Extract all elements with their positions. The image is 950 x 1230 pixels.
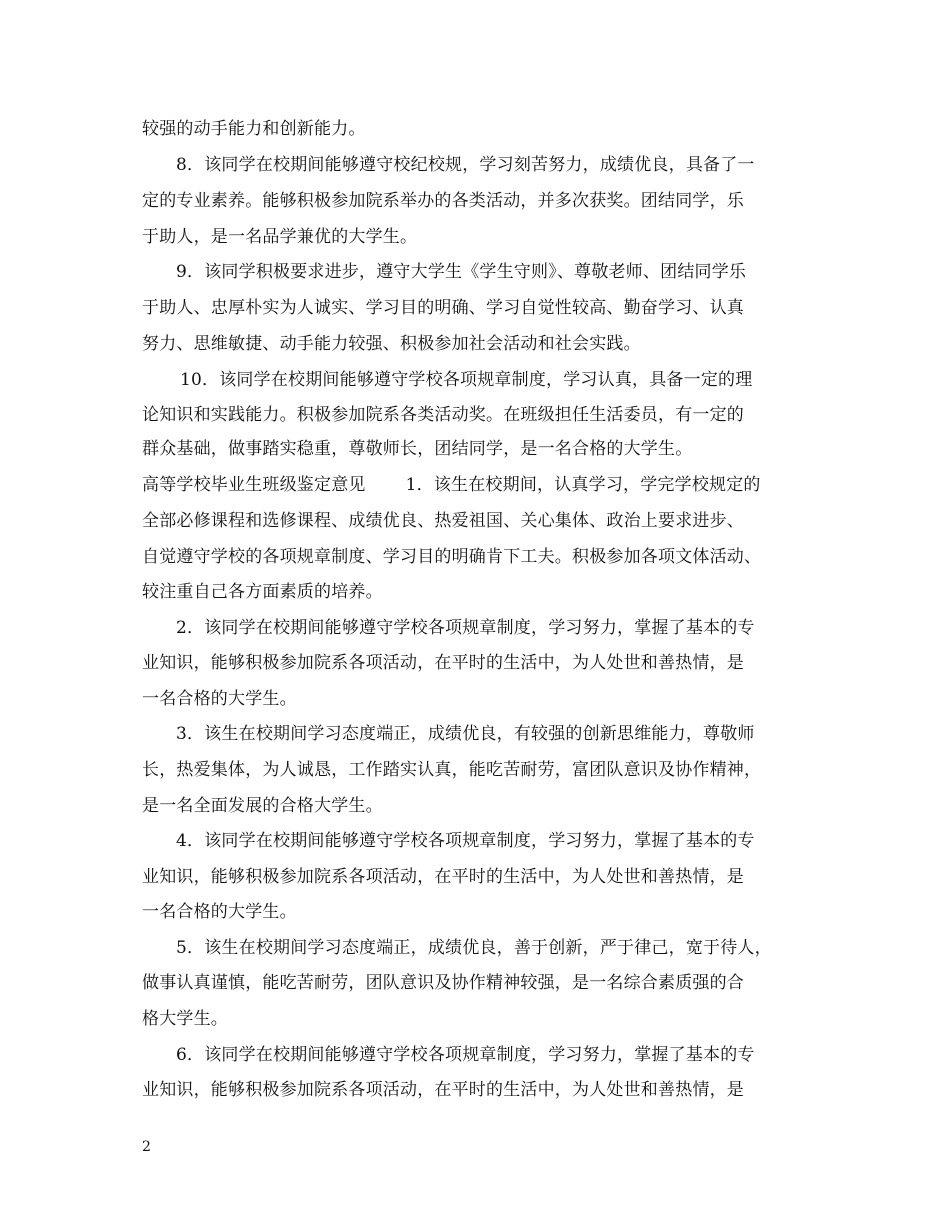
text-line: 9．该同学积极要求进步，遵守大学生《学生守则》、尊敬老师、团结同学乐 xyxy=(176,262,747,282)
text-line: 业知识，能够积极参加院系各项活动，在平时的生活中，为人处世和善热情，是 xyxy=(142,653,744,673)
text-line: 较强的动手能力和创新能力。 xyxy=(142,119,366,139)
text-line: 努力、思维敏捷、动手能力较强、积极参加社会活动和社会实践。 xyxy=(142,334,641,354)
page-number: 2 xyxy=(142,1139,151,1155)
text-line: 8．该同学在校期间能够遵守校纪校规，学习刻苦努力，成绩优良，具备了一 xyxy=(176,155,755,175)
text-line: 于助人、忠厚朴实为人诚实、学习目的明确、学习自觉性较高、勤奋学习、认真 xyxy=(142,298,744,318)
text-line: 一名合格的大学生。 xyxy=(142,689,297,709)
text-line: 较注重自己各方面素质的培养。 xyxy=(142,582,383,602)
text-line: 10．该同学在校期间能够遵守学校各项规章制度，学习认真，具备一定的理 xyxy=(180,370,753,390)
text-line: 6．该同学在校期间能够遵守学校各项规章制度，学习努力，掌握了基本的专 xyxy=(176,1045,755,1065)
text-line: 业知识，能够积极参加院系各项活动，在平时的生活中，为人处世和善热情，是 xyxy=(142,867,744,887)
text-line: 群众基础，做事踏实稳重，尊敬师长，团结同学，是一名合格的大学生。 xyxy=(142,439,693,459)
text-line: 一名合格的大学生。 xyxy=(142,902,297,922)
text-line: 论知识和实践能力。积极参加院系各类活动奖。在班级担任生活委员，有一定的 xyxy=(142,405,744,425)
text-line: 格大学生。 xyxy=(142,1009,228,1029)
section-line xyxy=(142,473,761,497)
text-line: 4．该同学在校期间能够遵守学校各项规章制度，学习努力，掌握了基本的专 xyxy=(176,831,755,851)
text-line: 自觉遵守学校的各项规章制度、学习目的明确肯下工夫。积极参加各项文体活动、 xyxy=(142,547,762,567)
text-line: 业知识，能够积极参加院系各项活动，在平时的生活中，为人处世和善热情，是 xyxy=(142,1080,744,1100)
section-heading: 高等学校毕业生班级鉴定意见 xyxy=(142,475,366,495)
text-line: 1．该生在校期间，认真学习，学完学校规定的 xyxy=(405,475,761,495)
text-line: 是一名全面发展的合格大学生。 xyxy=(142,796,383,816)
text-line: 定的专业素养。能够积极参加院系举办的各类活动，并多次获奖。团结同学，乐 xyxy=(142,191,744,211)
text-line: 2．该同学在校期间能够遵守学校各项规章制度，学习努力，掌握了基本的专 xyxy=(176,618,755,638)
text-line: 全部必修课程和选修课程、成绩优良、热爱祖国、关心集体、政治上要求进步、 xyxy=(142,511,744,531)
text-line: 做事认真谨慎，能吃苦耐劳，团队意识及协作精神较强，是一名综合素质强的合 xyxy=(142,973,744,993)
text-line: 5．该生在校期间学习态度端正，成绩优良，善于创新，严于律己，宽于待人， xyxy=(176,938,772,958)
text-line: 长，热爱集体，为人诚恳，工作踏实认真，能吃苦耐劳，富团队意识及协作精神， xyxy=(142,760,762,780)
text-line: 3．该生在校期间学习态度端正，成绩优良，有较强的创新思维能力，尊敬师 xyxy=(176,724,755,744)
text-line: 于助人，是一名品学兼优的大学生。 xyxy=(142,227,418,247)
